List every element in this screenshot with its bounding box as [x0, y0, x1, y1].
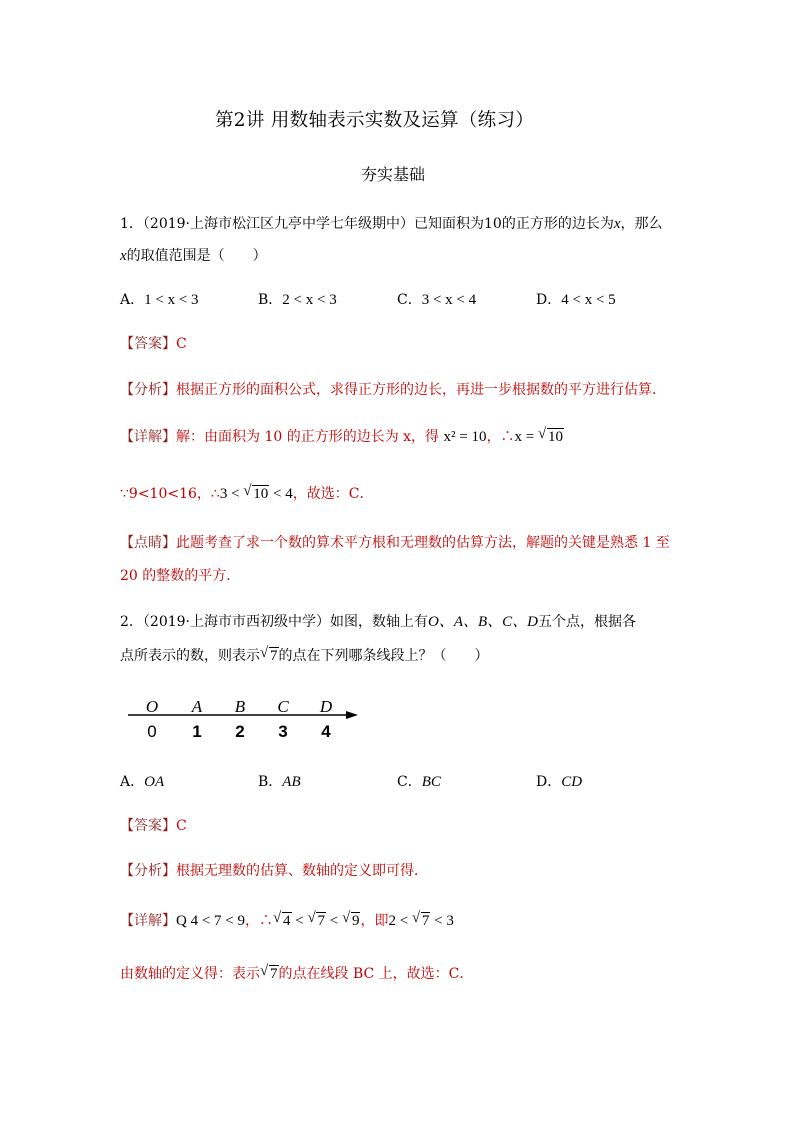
detail-tag: 【详解】 — [120, 429, 176, 445]
q1-option-d[interactable] — [536, 289, 616, 309]
axis-number-label: 2 — [235, 722, 245, 741]
axis-point-label: A — [191, 697, 203, 716]
option-expr: 3 < x < 4 — [421, 292, 477, 308]
answer-tag: 【答案】 — [120, 818, 176, 834]
q2-option-d[interactable] — [536, 771, 582, 791]
sqrt-radicand: 7 — [270, 966, 278, 982]
sqrt-symbol: √ 10 — [243, 483, 269, 502]
q2-source: （2019·上海市市西初级中学） — [142, 614, 331, 630]
sqrt-radicand: 10 — [547, 429, 563, 445]
q1-note-line2: 20 的整数的平方． — [120, 568, 241, 584]
q1-option-b[interactable] — [258, 289, 337, 309]
q2-text-a: 如图，数轴上有 — [330, 614, 429, 630]
answer-value: C — [176, 336, 187, 352]
q2-detail: 【详解】Q 4 < 7 < 9，∴ √ 4 < √ 7 < √ 9，即2 < √ 7 < 3 — [120, 910, 454, 929]
q1-text-c: ，那么 — [620, 216, 663, 232]
detail-inequality: Q 4 < 7 < 9 — [176, 913, 246, 929]
analysis-tag: 【分析】 — [120, 863, 176, 879]
axis-number-label: 4 — [321, 722, 331, 741]
detail-lhs: 2 < — [388, 913, 409, 929]
option-expr: 4 < x < 5 — [561, 292, 616, 308]
axis-point-label: C — [277, 697, 289, 716]
sqrt-radicand: 9 — [351, 913, 360, 929]
q1-option-c[interactable] — [397, 289, 476, 309]
q1-note-line1 — [120, 532, 670, 552]
q1-analysis — [120, 379, 666, 399]
axis-number-label: 1 — [192, 722, 202, 741]
option-expr: 1 < x < 3 — [144, 292, 199, 308]
q1-source: （2019·上海市松江区九亭中学七年级期中） — [142, 216, 414, 232]
option-expr: OA — [144, 774, 165, 790]
q1-option-a[interactable] — [120, 289, 199, 309]
q2-line2-b: 的点在下列哪条线段上？（ ） — [278, 648, 489, 664]
option-label: D． — [536, 774, 562, 790]
detail2-text: ∵9<10<16，∴ — [120, 486, 220, 502]
detail2-rhs: < 4 — [273, 486, 293, 502]
sqrt-symbol: √ 10 — [537, 426, 563, 445]
arrow-head-icon — [346, 711, 358, 719]
detail2-lhs: 3 < — [219, 486, 240, 502]
option-expr: AB — [282, 774, 301, 790]
q2-option-b[interactable] — [258, 771, 301, 791]
q2-option-a[interactable] — [120, 771, 164, 791]
option-label: B． — [258, 774, 283, 790]
sqrt-symbol: √ 7 — [307, 910, 325, 929]
sqrt-radicand: 7 — [317, 913, 325, 929]
q2-stem-line1 — [120, 610, 636, 631]
sqrt-symbol: √ 7 — [260, 645, 278, 664]
final-text-b: 的点在线段 BC 上，故选：C． — [278, 966, 474, 982]
option-label: C． — [397, 292, 422, 308]
q1-text-b: 的正方形的边长为 — [501, 216, 614, 232]
q2-final — [120, 963, 473, 983]
final-text-a: 由数轴的定义得：表示 — [120, 966, 260, 982]
axis-number-label: 0 — [147, 722, 157, 741]
sqrt-radicand: 10 — [253, 486, 269, 502]
q2-line2-a: 点所表示的数，则表示 — [120, 648, 260, 664]
number-line-figure — [120, 690, 370, 750]
q2-number: 2． — [120, 614, 143, 630]
axis-point-label: B — [234, 697, 246, 716]
sqrt-symbol: √ 7 — [411, 910, 430, 929]
option-expr: CD — [561, 774, 583, 790]
detail-tag: 【详解】 — [120, 913, 176, 929]
detail-ie: ，即 — [360, 913, 389, 929]
answer-value: C — [176, 818, 187, 834]
q1-answer — [120, 333, 187, 353]
q1-stem-line1 — [120, 213, 663, 233]
sqrt-radicand: 4 — [283, 913, 291, 929]
detail2-choice: ，故选：C． — [292, 486, 374, 502]
q1-text-a: 已知面积为 — [414, 216, 484, 232]
q1-detail — [120, 426, 564, 446]
detail-therefore: ，∴ — [486, 429, 515, 445]
note-tag: 【点睛】 — [120, 535, 176, 551]
sqrt-radicand: 7 — [270, 648, 278, 664]
q2-stem-line2 — [120, 645, 489, 665]
analysis-tag: 【分析】 — [120, 382, 176, 398]
detail-text: 解：由面积为 10 的正方形的边长为 x，得 — [176, 429, 440, 445]
option-label: B． — [258, 292, 283, 308]
axis-point-label: O — [145, 697, 159, 716]
q2-points: O、A、B、C、D — [428, 614, 539, 630]
detail-therefore: ，∴ — [245, 913, 274, 929]
detail-x-equals: x = — [514, 429, 535, 445]
q1-number: 1． — [120, 216, 143, 232]
q2-text-b: 五个点，根据各 — [538, 614, 637, 630]
q1-area: 10 — [484, 216, 502, 232]
option-expr: 2 < x < 3 — [282, 292, 337, 308]
q1-line2-text: 的取值范围是（ ） — [126, 248, 267, 264]
q2-answer — [120, 815, 187, 835]
sqrt-symbol: √ 9 — [341, 910, 360, 929]
detail-equation: x² = 10 — [443, 429, 487, 445]
page-title: 第2讲 用数轴表示实数及运算（练习） — [215, 110, 535, 131]
analysis-text: 根据正方形的面积公式，求得正方形的边长，再进一步根据数的平方进行估算． — [176, 382, 666, 398]
q2-analysis — [120, 860, 428, 880]
option-expr: BC — [421, 774, 441, 790]
option-label: A． — [120, 774, 145, 790]
q1-stem-line2 — [120, 245, 267, 265]
q1-var: x — [613, 216, 621, 232]
detail-rhs: < 3 — [434, 913, 454, 929]
answer-tag: 【答案】 — [120, 336, 176, 352]
sqrt-symbol: √ 4 — [273, 910, 291, 929]
option-label: C． — [397, 774, 422, 790]
sqrt-symbol: √ 7 — [260, 963, 278, 982]
q1-line2-var: x — [120, 248, 127, 264]
q2-option-c[interactable] — [397, 771, 441, 791]
option-label: D． — [536, 292, 562, 308]
axis-number-label: 3 — [278, 722, 288, 741]
option-label: A． — [120, 292, 145, 308]
axis-point-label: D — [319, 697, 333, 716]
analysis-text: 根据无理数的估算、数轴的定义即可得． — [176, 863, 428, 879]
q1-detail-line2 — [120, 483, 373, 503]
section-heading: 夯实基础 — [361, 165, 426, 184]
sqrt-radicand: 7 — [421, 913, 430, 929]
note-text: 此题考查了求一个数的算术平方根和无理数的估算方法，解题的关键是熟悉 1 至 — [176, 535, 670, 551]
